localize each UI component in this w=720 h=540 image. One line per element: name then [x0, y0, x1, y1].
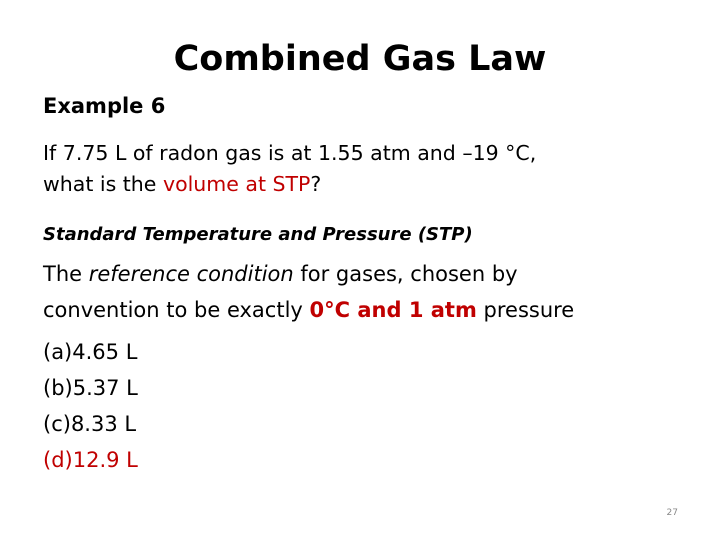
option-d-label: (d)	[43, 448, 73, 472]
answer-options	[43, 334, 138, 478]
example-heading: Example 6	[43, 94, 166, 118]
definition-line-1	[43, 256, 574, 292]
definition-line-2-end: pressure	[476, 298, 575, 322]
problem-line-2	[43, 169, 536, 200]
stp-heading: Standard Temperature and Pressure (STP)	[43, 224, 473, 245]
option-d-value: 12.9 L	[72, 448, 138, 472]
option-c[interactable]	[43, 406, 138, 442]
option-b[interactable]	[43, 370, 138, 406]
option-a[interactable]	[43, 334, 138, 370]
problem-line-1: If 7.75 L of radon gas is at 1.55 atm and –19 °C,	[43, 141, 537, 165]
definition-line-2	[43, 292, 574, 328]
option-a-value: 4.65 L	[72, 340, 138, 364]
definition-line-1-end: for gases, chosen by	[293, 262, 518, 286]
option-a-label: (a)	[43, 340, 73, 364]
reference-condition-term: reference condition	[88, 262, 294, 286]
definition-line-2-start: convention to be exactly	[43, 298, 310, 322]
stp-conditions-highlight: 0°C and 1 atm	[309, 298, 477, 322]
stp-definition	[43, 256, 574, 328]
problem-text	[43, 138, 536, 200]
option-c-value: 8.33 L	[70, 412, 137, 436]
option-c-label: (c)	[43, 412, 71, 436]
definition-start: The	[43, 262, 89, 286]
volume-at-stp-highlight: volume at STP	[162, 172, 311, 196]
option-d-correct[interactable]	[43, 442, 138, 478]
page-number: 27	[666, 508, 678, 518]
problem-line-2-start: what is the	[43, 172, 163, 196]
option-b-label: (b)	[43, 376, 73, 400]
option-b-value: 5.37 L	[72, 376, 138, 400]
slide-title: Combined Gas Law	[173, 39, 547, 79]
problem-question-mark: ?	[310, 172, 322, 196]
